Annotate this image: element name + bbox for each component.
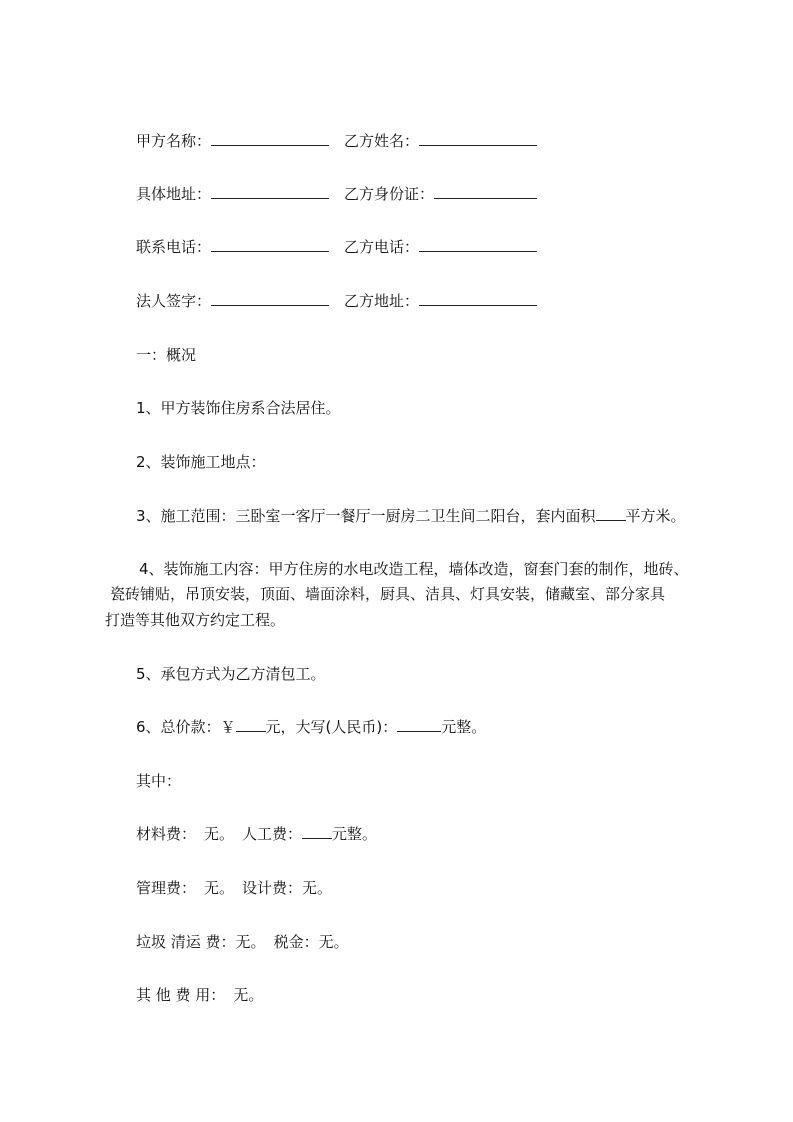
legal-signature-label: 法人签字： bbox=[136, 292, 212, 310]
party-row-3 bbox=[136, 237, 329, 257]
among-label: 其中： bbox=[136, 772, 182, 790]
item-6 bbox=[136, 717, 486, 737]
party-row-2-right bbox=[344, 184, 537, 204]
management-fee-value: 无。 bbox=[204, 879, 235, 897]
fee-row-3 bbox=[136, 932, 349, 952]
other-fee-value: 无。 bbox=[233, 986, 264, 1004]
item-6-mid: 元，大写(人民币)： bbox=[265, 718, 398, 736]
party-a-name-label: 甲方名称： bbox=[136, 132, 212, 150]
area-blank[interactable] bbox=[596, 506, 626, 521]
total-price-blank[interactable] bbox=[236, 717, 266, 732]
other-fee-label: 其 他 费 用： bbox=[136, 986, 226, 1004]
section-title: 一：概况 bbox=[136, 346, 197, 364]
party-row-3-right bbox=[344, 237, 537, 257]
item-3-text: 3、施工范围：三卧室一客厅一餐厅一厨房二卫生间二阳台，套内面积 bbox=[136, 507, 596, 525]
item-1: 1、甲方装饰住房系合法居住。 bbox=[136, 399, 341, 417]
fee-row-2 bbox=[136, 878, 332, 898]
item-5: 5、承包方式为乙方清包工。 bbox=[136, 665, 326, 683]
fee-row-1 bbox=[136, 824, 377, 844]
item-4-line-2: 瓷砖铺贴，吊顶安装，顶面、墙面涂料，厨具、洁具、灯具安装，储藏室、部分家具 bbox=[110, 585, 666, 603]
party-a-phone-blank[interactable] bbox=[211, 237, 329, 252]
garbage-fee-label: 垃圾 清运 费： bbox=[136, 933, 236, 951]
total-price-words-blank[interactable] bbox=[397, 717, 441, 732]
party-b-phone-blank[interactable] bbox=[419, 237, 537, 252]
labor-fee-blank[interactable] bbox=[302, 824, 332, 839]
item-4-line-1: 4、装饰施工内容：甲方住房的水电改造工程，墙体改造，窗套门套的制作，地砖、 bbox=[139, 560, 689, 578]
item-2: 2、装饰施工地点： bbox=[136, 453, 266, 471]
tax-value: 无。 bbox=[318, 933, 349, 951]
management-fee-label: 管理费： bbox=[136, 879, 197, 897]
tax-label: 税金： bbox=[273, 933, 319, 951]
party-row-2 bbox=[136, 184, 329, 204]
item-3 bbox=[136, 506, 686, 526]
material-fee-value: 无。 bbox=[204, 825, 235, 843]
garbage-fee-value: 无。 bbox=[235, 933, 266, 951]
item-6-text: 6、总价款：￥ bbox=[136, 718, 236, 736]
material-fee-label: 材料费： bbox=[136, 825, 197, 843]
labor-fee-label: 人工费： bbox=[242, 825, 303, 843]
item-6-suffix: 元整。 bbox=[441, 718, 487, 736]
party-a-phone-label: 联系电话： bbox=[136, 238, 212, 256]
party-b-address-blank[interactable] bbox=[419, 291, 537, 306]
party-row-4 bbox=[136, 291, 329, 311]
party-a-address-label: 具体地址： bbox=[136, 185, 212, 203]
party-b-phone-label: 乙方电话： bbox=[344, 238, 420, 256]
party-b-address-label: 乙方地址： bbox=[344, 292, 420, 310]
party-a-address-blank[interactable] bbox=[211, 184, 329, 199]
party-b-name-blank[interactable] bbox=[419, 131, 537, 146]
party-row-4-right bbox=[344, 291, 537, 311]
party-b-name-label: 乙方姓名： bbox=[344, 132, 420, 150]
legal-signature-blank[interactable] bbox=[211, 291, 329, 306]
design-fee-value: 无。 bbox=[302, 879, 333, 897]
item-4-line-3: 打造等其他双方约定工程。 bbox=[105, 611, 286, 629]
fee-row-4 bbox=[136, 985, 263, 1005]
design-fee-label: 设计费： bbox=[242, 879, 303, 897]
item-3-unit: 平方米。 bbox=[625, 507, 686, 525]
party-b-id-label: 乙方身份证： bbox=[344, 185, 435, 203]
party-row-1 bbox=[136, 131, 329, 151]
party-a-name-blank[interactable] bbox=[211, 131, 329, 146]
party-b-id-blank[interactable] bbox=[434, 184, 537, 199]
party-row-1-right bbox=[344, 131, 537, 151]
labor-fee-suffix: 元整。 bbox=[332, 825, 378, 843]
